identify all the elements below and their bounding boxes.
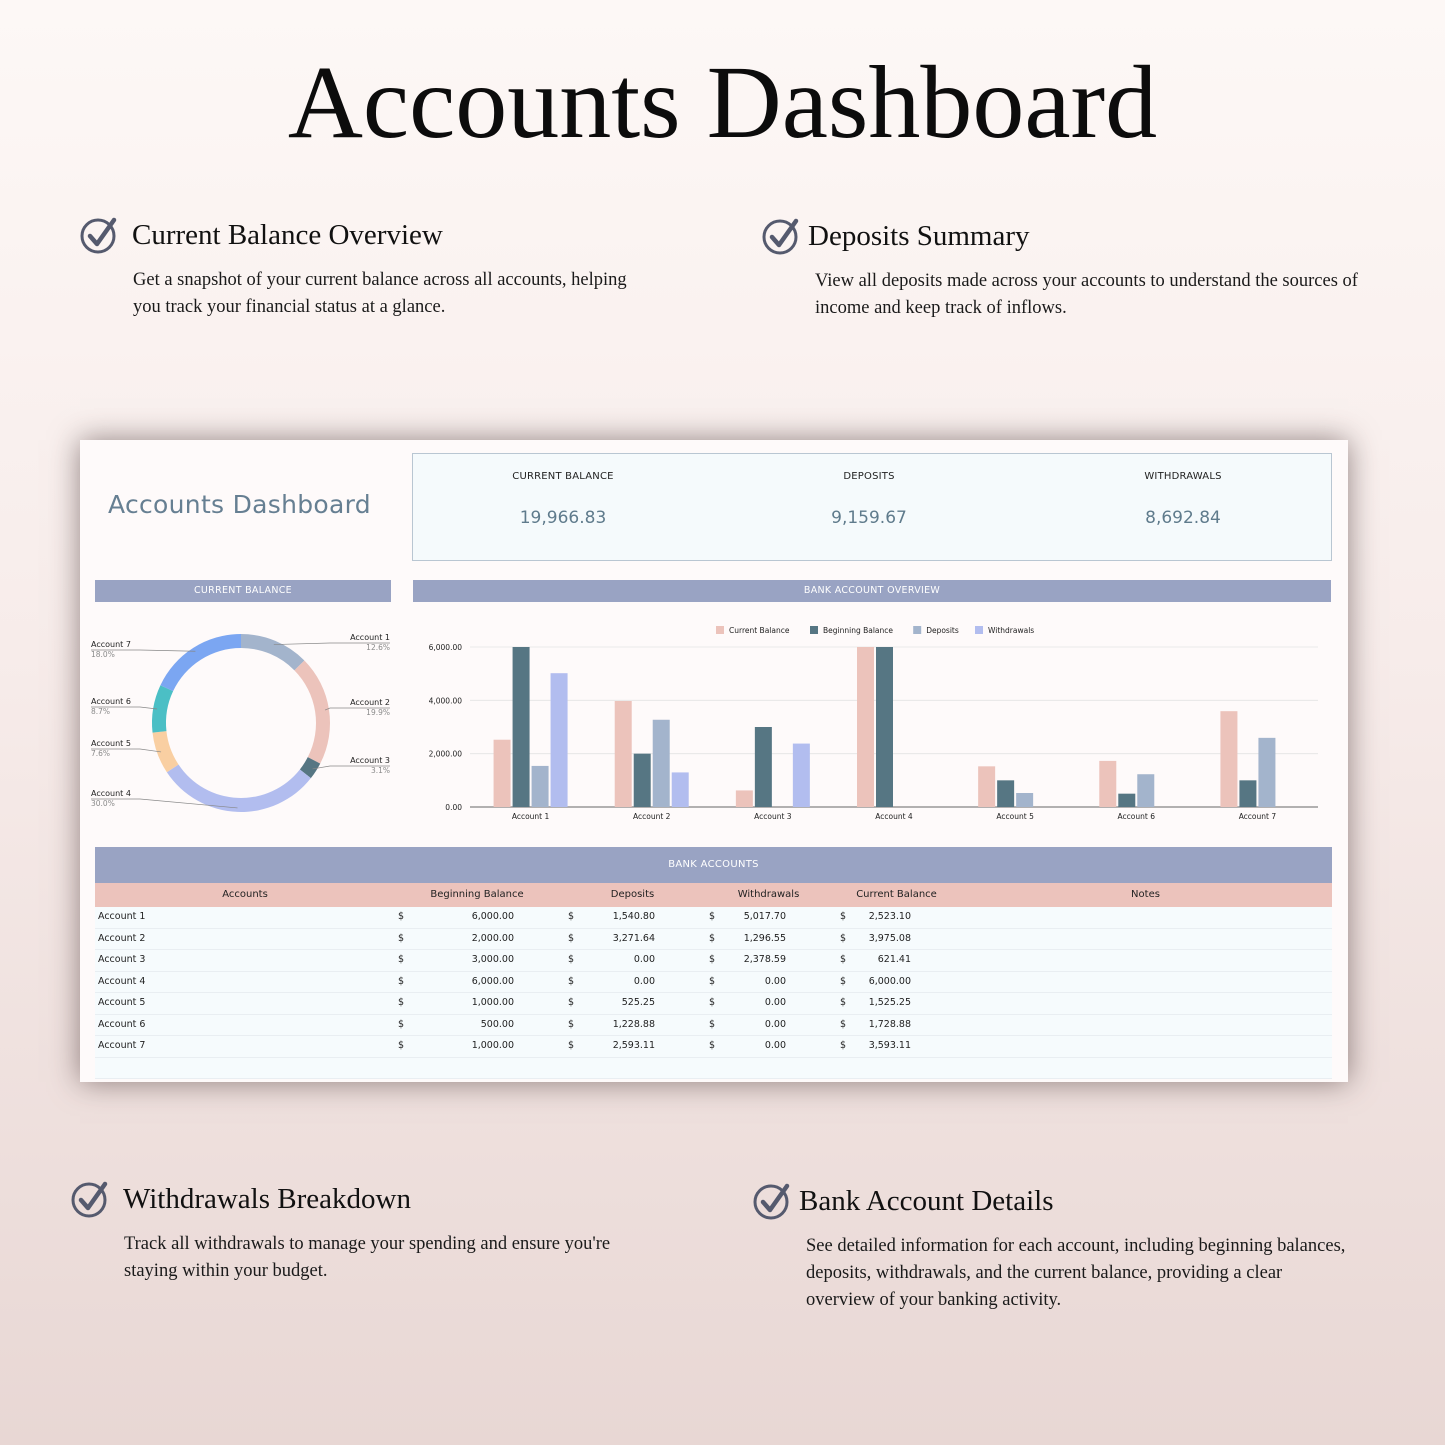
- amount-value: 3,975.08: [868, 932, 911, 944]
- cell-notes: [959, 907, 1332, 928]
- cell-amount: [834, 907, 959, 928]
- bar: [672, 772, 689, 807]
- amount-value: 1,540.80: [612, 911, 655, 922]
- x-tick-label: Account 1: [511, 812, 550, 821]
- currency-symbol: $: [568, 911, 575, 922]
- cell-notes: [959, 1015, 1332, 1036]
- bar: [513, 647, 530, 807]
- amount-value: 1,296.55: [743, 932, 786, 944]
- kpi-label: DEPOSITS: [843, 471, 895, 482]
- currency-symbol: $: [398, 1040, 405, 1051]
- donut-label: Account 1: [350, 633, 390, 642]
- bar: [551, 673, 568, 807]
- cell-amount: [392, 929, 562, 950]
- checkmark-icon: [71, 1179, 111, 1219]
- feature-deposits-summary: [762, 216, 1372, 322]
- cell-amount: [392, 907, 562, 928]
- x-tick-label: Account 7: [1238, 812, 1277, 821]
- cell-amount: [834, 1015, 959, 1036]
- donut-slice: [241, 634, 304, 670]
- y-tick-label: 2,000.00: [428, 749, 462, 759]
- amount-value: 2,000.00: [471, 932, 514, 944]
- donut-label: Account 4: [91, 789, 131, 798]
- cell-notes: [959, 1036, 1332, 1057]
- currency-symbol: $: [709, 1018, 716, 1030]
- cell-amount: [703, 929, 834, 950]
- cell-amount: [834, 929, 959, 950]
- cell-amount: [392, 972, 562, 993]
- amount-value: 1,000.00: [471, 997, 514, 1008]
- amount-value: 3,000.00: [471, 954, 514, 965]
- bar: [1137, 774, 1154, 807]
- legend-label: Current Balance: [729, 626, 790, 635]
- donut-slice: [167, 765, 311, 812]
- cell-amount: [392, 950, 562, 971]
- amount-value: 525.25: [621, 997, 655, 1008]
- cell-amount: [703, 1036, 834, 1057]
- cell-account: Account 6: [98, 1018, 146, 1030]
- cell-amount: [392, 1015, 562, 1036]
- donut-slice: [153, 731, 179, 772]
- donut-label: Account 6: [91, 697, 131, 706]
- donut-percent: 19.9%: [366, 708, 390, 717]
- cell-amount: [562, 993, 703, 1014]
- currency-symbol: $: [398, 932, 405, 944]
- bar: [755, 727, 772, 807]
- bar: [1258, 738, 1275, 807]
- cell-account: Account 5: [98, 997, 146, 1008]
- cell-amount: [834, 1036, 959, 1057]
- bar: [1220, 711, 1237, 807]
- donut-label: Account 3: [350, 756, 390, 765]
- donut-percent: 18.0%: [91, 650, 115, 659]
- currency-symbol: $: [709, 997, 716, 1008]
- table-row: [95, 993, 1332, 1015]
- amount-value: 3,593.11: [868, 1040, 911, 1051]
- feature-title: Current Balance Overview: [132, 219, 443, 251]
- currency-symbol: $: [709, 911, 716, 922]
- amount-value: 0.00: [764, 1018, 786, 1030]
- cell-account: Account 2: [98, 932, 146, 944]
- currency-symbol: $: [709, 1040, 716, 1051]
- currency-symbol: $: [709, 954, 716, 965]
- amount-value: 0.00: [764, 1040, 786, 1051]
- donut-slice: [294, 661, 330, 764]
- table-row: [95, 1036, 1332, 1058]
- feature-description: Get a snapshot of your current balance across all accounts, helping you track your financial status at a glance.: [133, 270, 627, 317]
- cell-amount: [392, 1036, 562, 1057]
- table-row: [95, 929, 1332, 951]
- cell-amount: [834, 950, 959, 971]
- amount-value: 0.00: [633, 954, 655, 965]
- column-header: Beginning Balance: [430, 889, 524, 900]
- table-row: [95, 1015, 1332, 1037]
- x-tick-label: Account 3: [754, 812, 792, 821]
- table-row-empty: [95, 1058, 1332, 1080]
- kpi-label: WITHDRAWALS: [1144, 471, 1222, 482]
- currency-symbol: $: [568, 1018, 575, 1030]
- cell-amount: [703, 950, 834, 971]
- column-header: Accounts: [222, 889, 268, 900]
- feature-description: View all deposits made across your accounts to understand the sources of income and keep track of inflows.: [815, 271, 1358, 318]
- cell-amount: [562, 1015, 703, 1036]
- bar: [1118, 794, 1135, 807]
- x-tick-label: Account 4: [875, 812, 913, 821]
- table-row: [95, 907, 1332, 929]
- bar: [653, 720, 670, 807]
- cell-amount: [392, 993, 562, 1014]
- amount-value: 6,000.00: [471, 911, 514, 922]
- cell-amount: [703, 972, 834, 993]
- column-header: Notes: [1131, 889, 1160, 900]
- feature-current-balance: [80, 215, 640, 321]
- cell-amount: [562, 907, 703, 928]
- table-body: [95, 907, 1332, 1079]
- checkmark-icon: [762, 216, 802, 256]
- legend-swatch: [975, 626, 983, 634]
- amount-value: 0.00: [764, 997, 786, 1008]
- amount-value: 3,271.64: [612, 932, 655, 944]
- charts-canvas: [80, 440, 1348, 840]
- donut-percent: 8.7%: [91, 707, 111, 716]
- currency-symbol: $: [568, 975, 575, 987]
- currency-symbol: $: [398, 911, 405, 922]
- checkmark-icon: [80, 215, 120, 255]
- column-header: Current Balance: [856, 889, 937, 900]
- bar: [532, 766, 549, 807]
- currency-symbol: $: [840, 911, 847, 922]
- currency-symbol: $: [568, 932, 575, 944]
- bar: [876, 647, 893, 807]
- cell-amount: [703, 907, 834, 928]
- legend-swatch: [716, 626, 724, 634]
- feature-title: Deposits Summary: [808, 220, 1030, 252]
- kpi-label: CURRENT BALANCE: [512, 471, 614, 482]
- amount-value: 5,017.70: [743, 911, 786, 922]
- cell-notes: [959, 950, 1332, 971]
- x-tick-label: Account 5: [996, 812, 1034, 821]
- legend-swatch: [810, 626, 818, 634]
- currency-symbol: $: [568, 997, 575, 1008]
- table-row: [95, 972, 1332, 994]
- cell-account: Account 7: [98, 1040, 146, 1051]
- bar: [634, 754, 651, 807]
- bank-accounts-table: [95, 847, 1332, 1079]
- donut-percent: 3.1%: [370, 766, 390, 775]
- legend-label: Deposits: [926, 626, 959, 635]
- donut-chart-header: CURRENT BALANCE: [95, 580, 391, 602]
- feature-description: Track all withdrawals to manage your spending and ensure you're staying within your budget.: [124, 1234, 611, 1281]
- cell-notes: [959, 929, 1332, 950]
- table-header: BANK ACCOUNTS: [95, 847, 1332, 883]
- cell-amount: [562, 972, 703, 993]
- currency-symbol: $: [398, 997, 405, 1008]
- currency-symbol: $: [709, 975, 716, 987]
- kpi-value: 19,966.83: [519, 508, 607, 528]
- bar: [494, 740, 511, 807]
- donut-label: Account 5: [91, 739, 131, 748]
- bar: [978, 766, 995, 807]
- x-tick-label: Account 6: [1117, 812, 1156, 821]
- donut-label: Account 2: [350, 698, 390, 707]
- currency-symbol: $: [709, 932, 716, 944]
- currency-symbol: $: [840, 1040, 847, 1051]
- dashboard-title: Accounts Dashboard: [108, 490, 371, 519]
- amount-value: 2,593.11: [612, 1040, 655, 1051]
- cell-account: Account 3: [98, 954, 146, 965]
- y-tick-label: 4,000.00: [428, 696, 462, 706]
- legend-label: Withdrawals: [988, 626, 1035, 635]
- donut-percent: 30.0%: [91, 799, 115, 808]
- currency-symbol: $: [398, 1018, 405, 1030]
- currency-symbol: $: [840, 975, 847, 987]
- feature-description: See detailed information for each account, including beginning balances, deposits, withdrawals, and the current balance, providing a clear overview of your banking activity.: [806, 1236, 1346, 1310]
- cell-amount: [703, 1015, 834, 1036]
- currency-symbol: $: [568, 954, 575, 965]
- amount-value: 6,000.00: [471, 975, 514, 987]
- bar: [1239, 780, 1256, 807]
- amount-value: 500.00: [480, 1018, 514, 1030]
- currency-symbol: $: [840, 932, 847, 944]
- cell-account: Account 4: [98, 975, 146, 987]
- currency-symbol: $: [840, 954, 847, 965]
- amount-value: 0.00: [633, 975, 655, 987]
- bar: [997, 780, 1014, 807]
- column-header: Withdrawals: [737, 889, 800, 900]
- cell-amount: [834, 993, 959, 1014]
- cell-amount: [562, 1036, 703, 1057]
- amount-value: 2,523.10: [868, 911, 911, 922]
- kpi-value: 8,692.84: [1145, 508, 1221, 528]
- cell-amount: [562, 929, 703, 950]
- feature-withdrawals-breakdown: [71, 1179, 651, 1285]
- amount-value: 1,728.88: [868, 1018, 911, 1030]
- bar: [615, 701, 632, 807]
- donut-label: Account 7: [91, 640, 131, 649]
- amount-value: 1,000.00: [471, 1040, 514, 1051]
- bar: [793, 744, 810, 807]
- bar: [736, 790, 753, 807]
- x-tick-label: Account 2: [632, 812, 671, 821]
- legend-label: Beginning Balance: [823, 626, 894, 635]
- feature-title: Withdrawals Breakdown: [123, 1183, 411, 1215]
- feature-bank-account-details: [753, 1181, 1353, 1314]
- kpi-value: 9,159.67: [831, 508, 907, 528]
- bar: [857, 647, 874, 807]
- amount-value: 2,378.59: [743, 954, 786, 965]
- donut-percent: 12.6%: [366, 643, 390, 652]
- amount-value: 1,525.25: [868, 997, 911, 1008]
- donut-percent: 7.6%: [91, 749, 111, 758]
- bar-chart-header: BANK ACCOUNT OVERVIEW: [413, 580, 1331, 602]
- cell-notes: [959, 972, 1332, 993]
- bar: [1016, 793, 1033, 807]
- currency-symbol: $: [840, 1018, 847, 1030]
- page-title: Accounts Dashboard: [287, 45, 1158, 160]
- amount-value: 621.41: [877, 954, 911, 965]
- y-tick-label: 6,000.00: [428, 643, 462, 652]
- amount-value: 0.00: [764, 975, 786, 987]
- table-column-headers: [95, 883, 1332, 907]
- y-tick-label: 0.00: [445, 803, 462, 812]
- cell-account: Account 1: [98, 911, 146, 922]
- checkmark-icon: [753, 1181, 793, 1221]
- currency-symbol: $: [398, 954, 405, 965]
- column-header: Deposits: [610, 889, 655, 900]
- cell-notes: [959, 993, 1332, 1014]
- feature-title: Bank Account Details: [799, 1185, 1054, 1217]
- table-row: [95, 950, 1332, 972]
- cell-amount: [834, 972, 959, 993]
- amount-value: 1,228.88: [612, 1018, 655, 1030]
- currency-symbol: $: [568, 1040, 575, 1051]
- dashboard-screenshot: [80, 440, 1348, 1082]
- currency-symbol: $: [840, 997, 847, 1008]
- legend-swatch: [913, 626, 921, 634]
- currency-symbol: $: [398, 975, 405, 987]
- bar: [1099, 761, 1116, 807]
- amount-value: 6,000.00: [868, 975, 911, 987]
- cell-amount: [562, 950, 703, 971]
- cell-amount: [703, 993, 834, 1014]
- donut-slice: [160, 634, 241, 691]
